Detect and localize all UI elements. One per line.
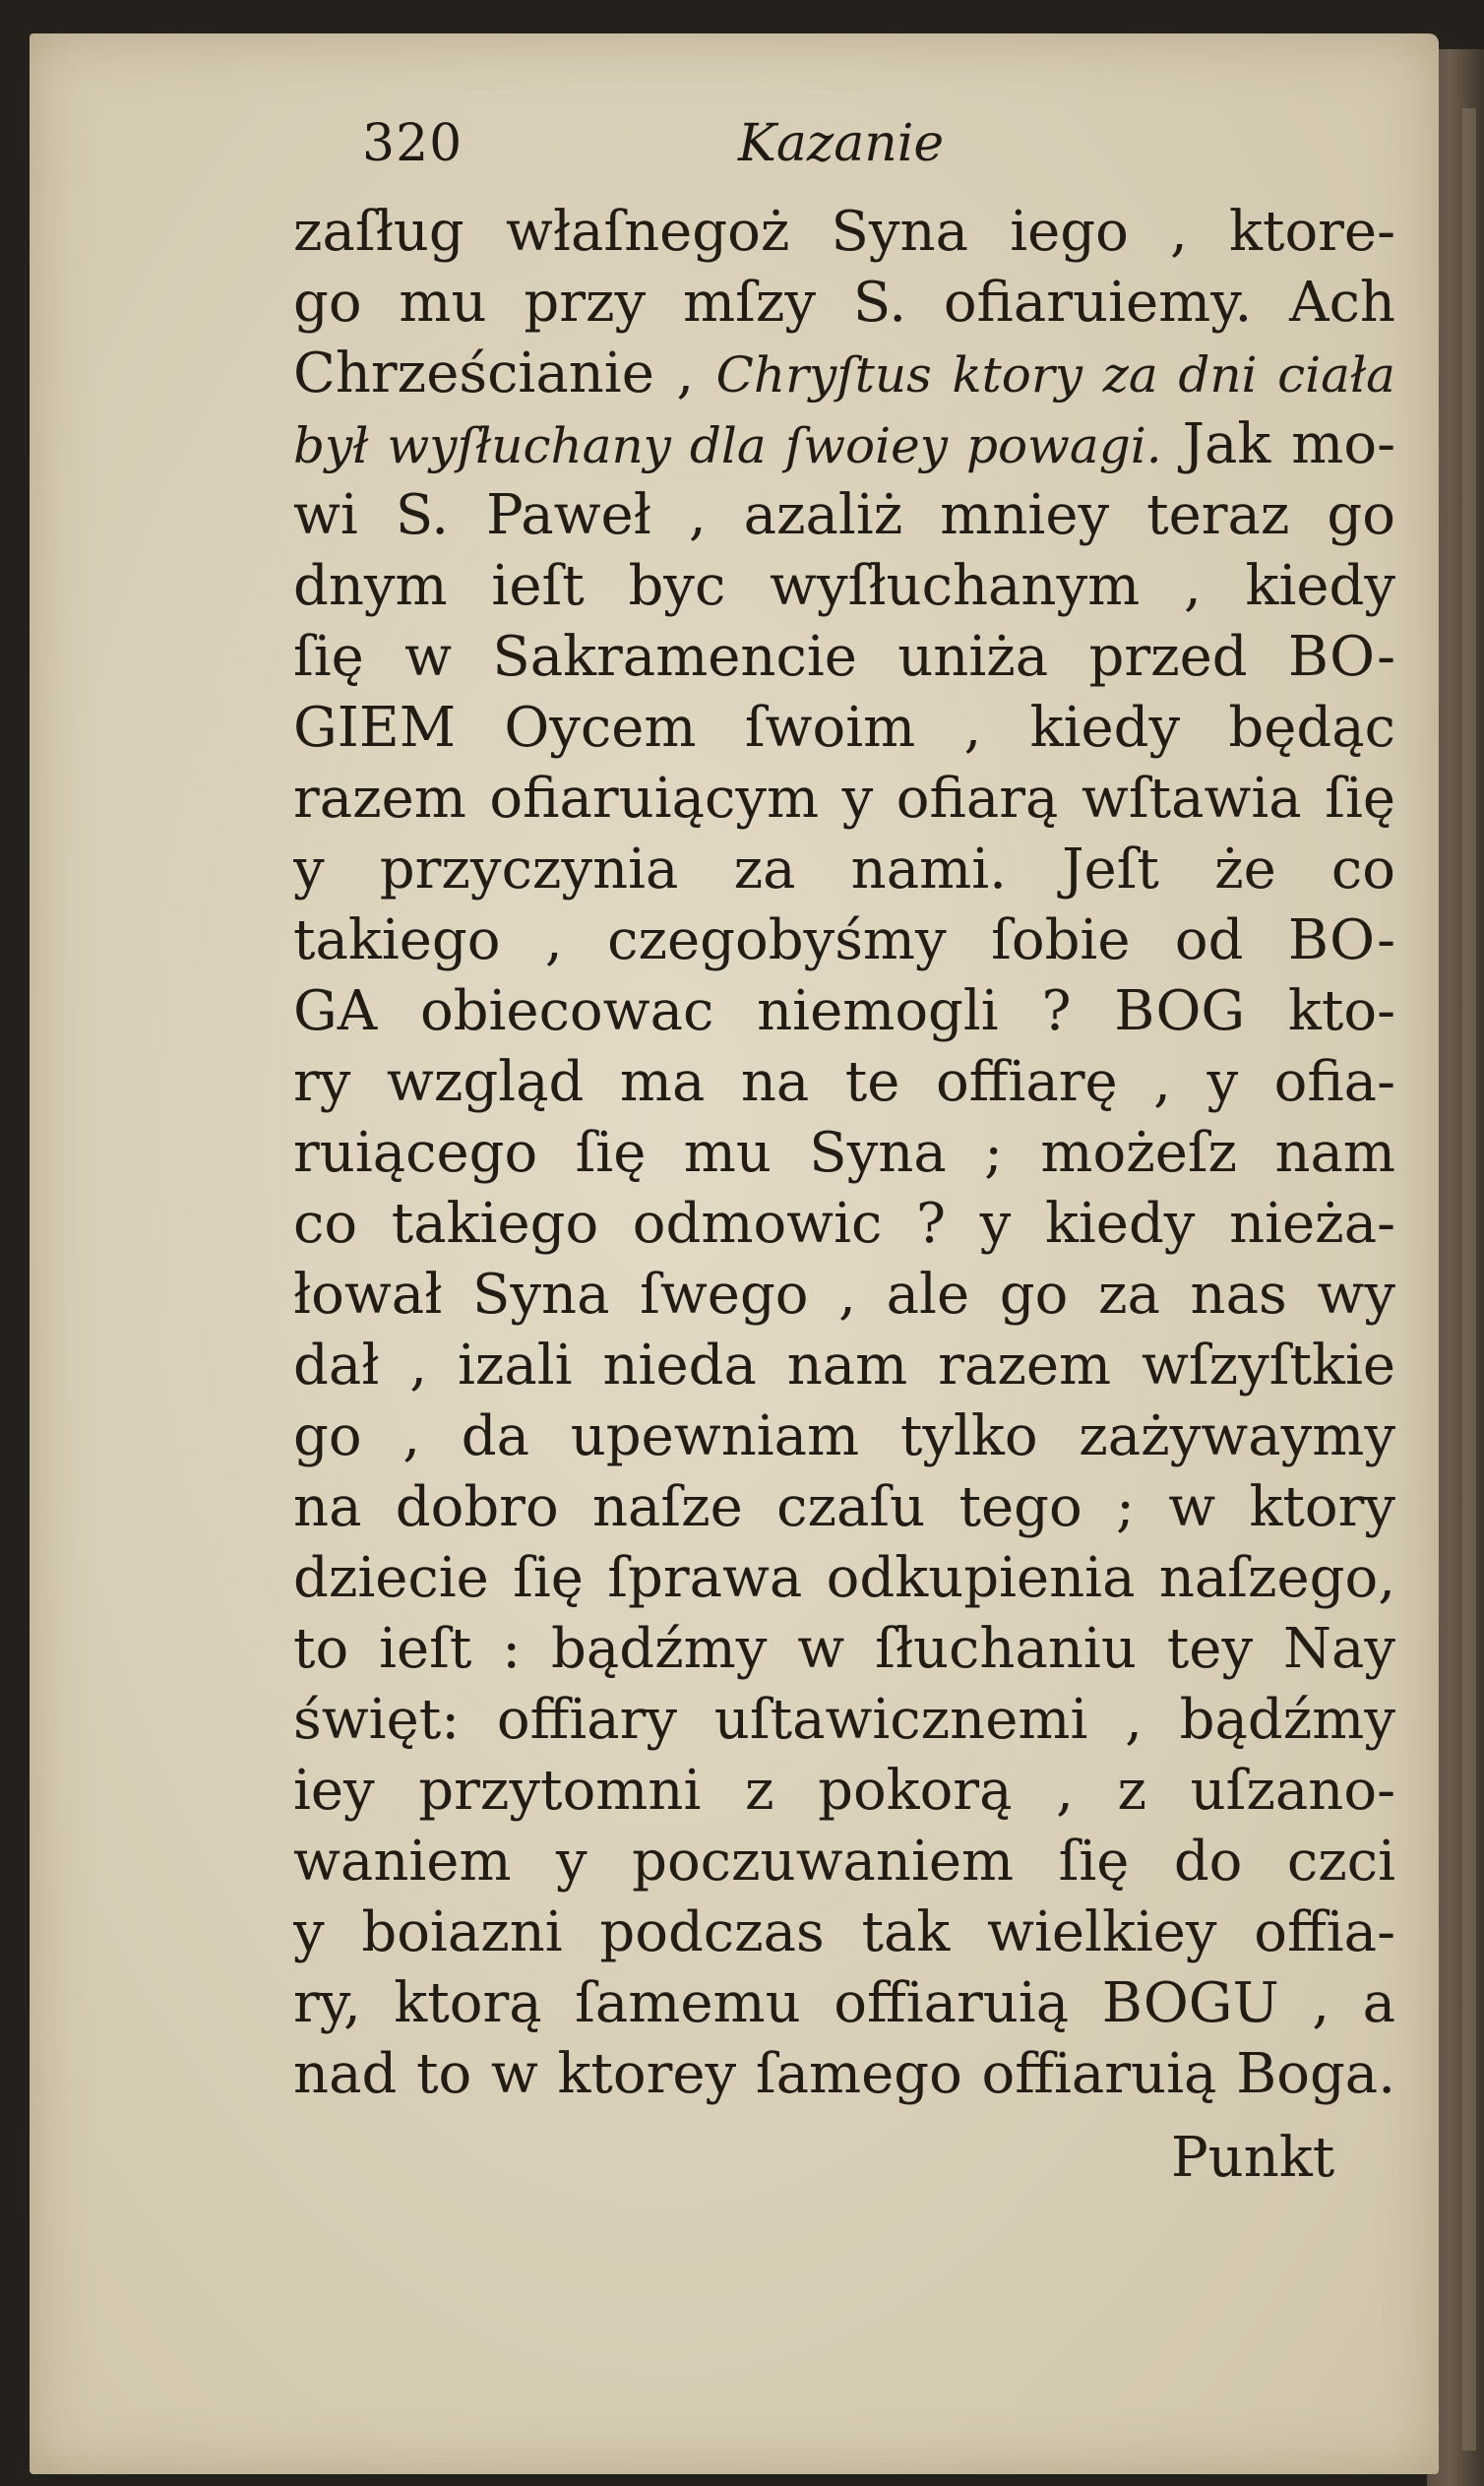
- catchword: Punkt: [1171, 2126, 1335, 2190]
- text-line-24: waniem y poczuwaniem ſię do czci: [293, 1830, 1395, 1894]
- text-line-6: dnym ieſt byc wyſłuchanym , kiedy: [293, 554, 1395, 618]
- text-line-3-roman: Chrześcianie ,: [293, 342, 695, 405]
- text-line-18: go , da upewniam tylko zażywaymy: [293, 1404, 1395, 1468]
- text-line-26: ry, ktorą ſamemu offiaruią BOGU , a: [293, 1971, 1395, 2035]
- text-line-3: [293, 339, 1395, 409]
- text-line-11: takiego , czegobyśmy ſobie od BO-: [293, 908, 1395, 972]
- text-line-4-roman: Jak mo-: [1182, 412, 1395, 476]
- text-line-20: dziecie ſię ſprawa odkupienia naſzego,: [293, 1546, 1395, 1610]
- text-line-19: na dobro naſze czaſu tego ; w ktory: [293, 1475, 1395, 1539]
- text-line-1: zaſług właſnegoż Syna iego , ktore-: [293, 200, 1395, 264]
- book-edge-pages: [1462, 108, 1476, 2451]
- text-line-17: dał , izali nieda nam razem wſzyſtkie: [293, 1334, 1395, 1398]
- text-line-10: y przyczynia za nami. Jeſt że co: [293, 838, 1395, 901]
- running-head: Kazanie: [738, 114, 945, 173]
- text-line-16: łował Syna ſwego , ale go za nas wy: [293, 1263, 1395, 1327]
- text-line-4-italic: był wyſłuchany dla ſwoiey powagi.: [293, 417, 1162, 474]
- text-line-8: GIEM Oycem ſwoim , kiedy będąc: [293, 696, 1395, 760]
- text-line-2: go mu przy mſzy S. ofiaruiemy. Ach: [293, 271, 1395, 335]
- text-line-27: nad to w ktorey ſamego offiaruią Boga.: [293, 2042, 1395, 2106]
- text-line-23: iey przytomni z pokorą , z uſzano-: [293, 1759, 1395, 1823]
- text-line-13: ry wzgląd ma na te offiarę , y ofia-: [293, 1050, 1395, 1114]
- text-line-12: GA obiecowac niemogli ? BOG kto-: [293, 979, 1395, 1043]
- text-line-21: to ieſt : bądźmy w ſłuchaniu tey Nay: [293, 1617, 1395, 1681]
- text-line-25: y boiazni podczas tak wielkiey offia-: [293, 1900, 1395, 1964]
- text-line-15: co takiego odmowic ? y kiedy nieża-: [293, 1192, 1395, 1256]
- page-number: 320: [362, 114, 464, 173]
- text-line-3-italic: Chryſtus ktory za dni ciała: [715, 346, 1395, 404]
- text-line-5: wi S. Paweł , azaliż mniey teraz go: [293, 483, 1395, 547]
- text-line-4: [293, 409, 1395, 480]
- text-line-22: święt: offiary uſtawicznemi , bądźmy: [293, 1688, 1395, 1752]
- text-line-9: razem ofiaruiącym y ofiarą wſtawia ſię: [293, 767, 1395, 831]
- text-line-7: ſię w Sakramencie uniża przed BO-: [293, 625, 1395, 689]
- body-text: [293, 197, 1395, 2110]
- text-line-14: ruiącego ſię mu Syna ; możeſz nam: [293, 1121, 1395, 1185]
- page-header: [325, 106, 1092, 185]
